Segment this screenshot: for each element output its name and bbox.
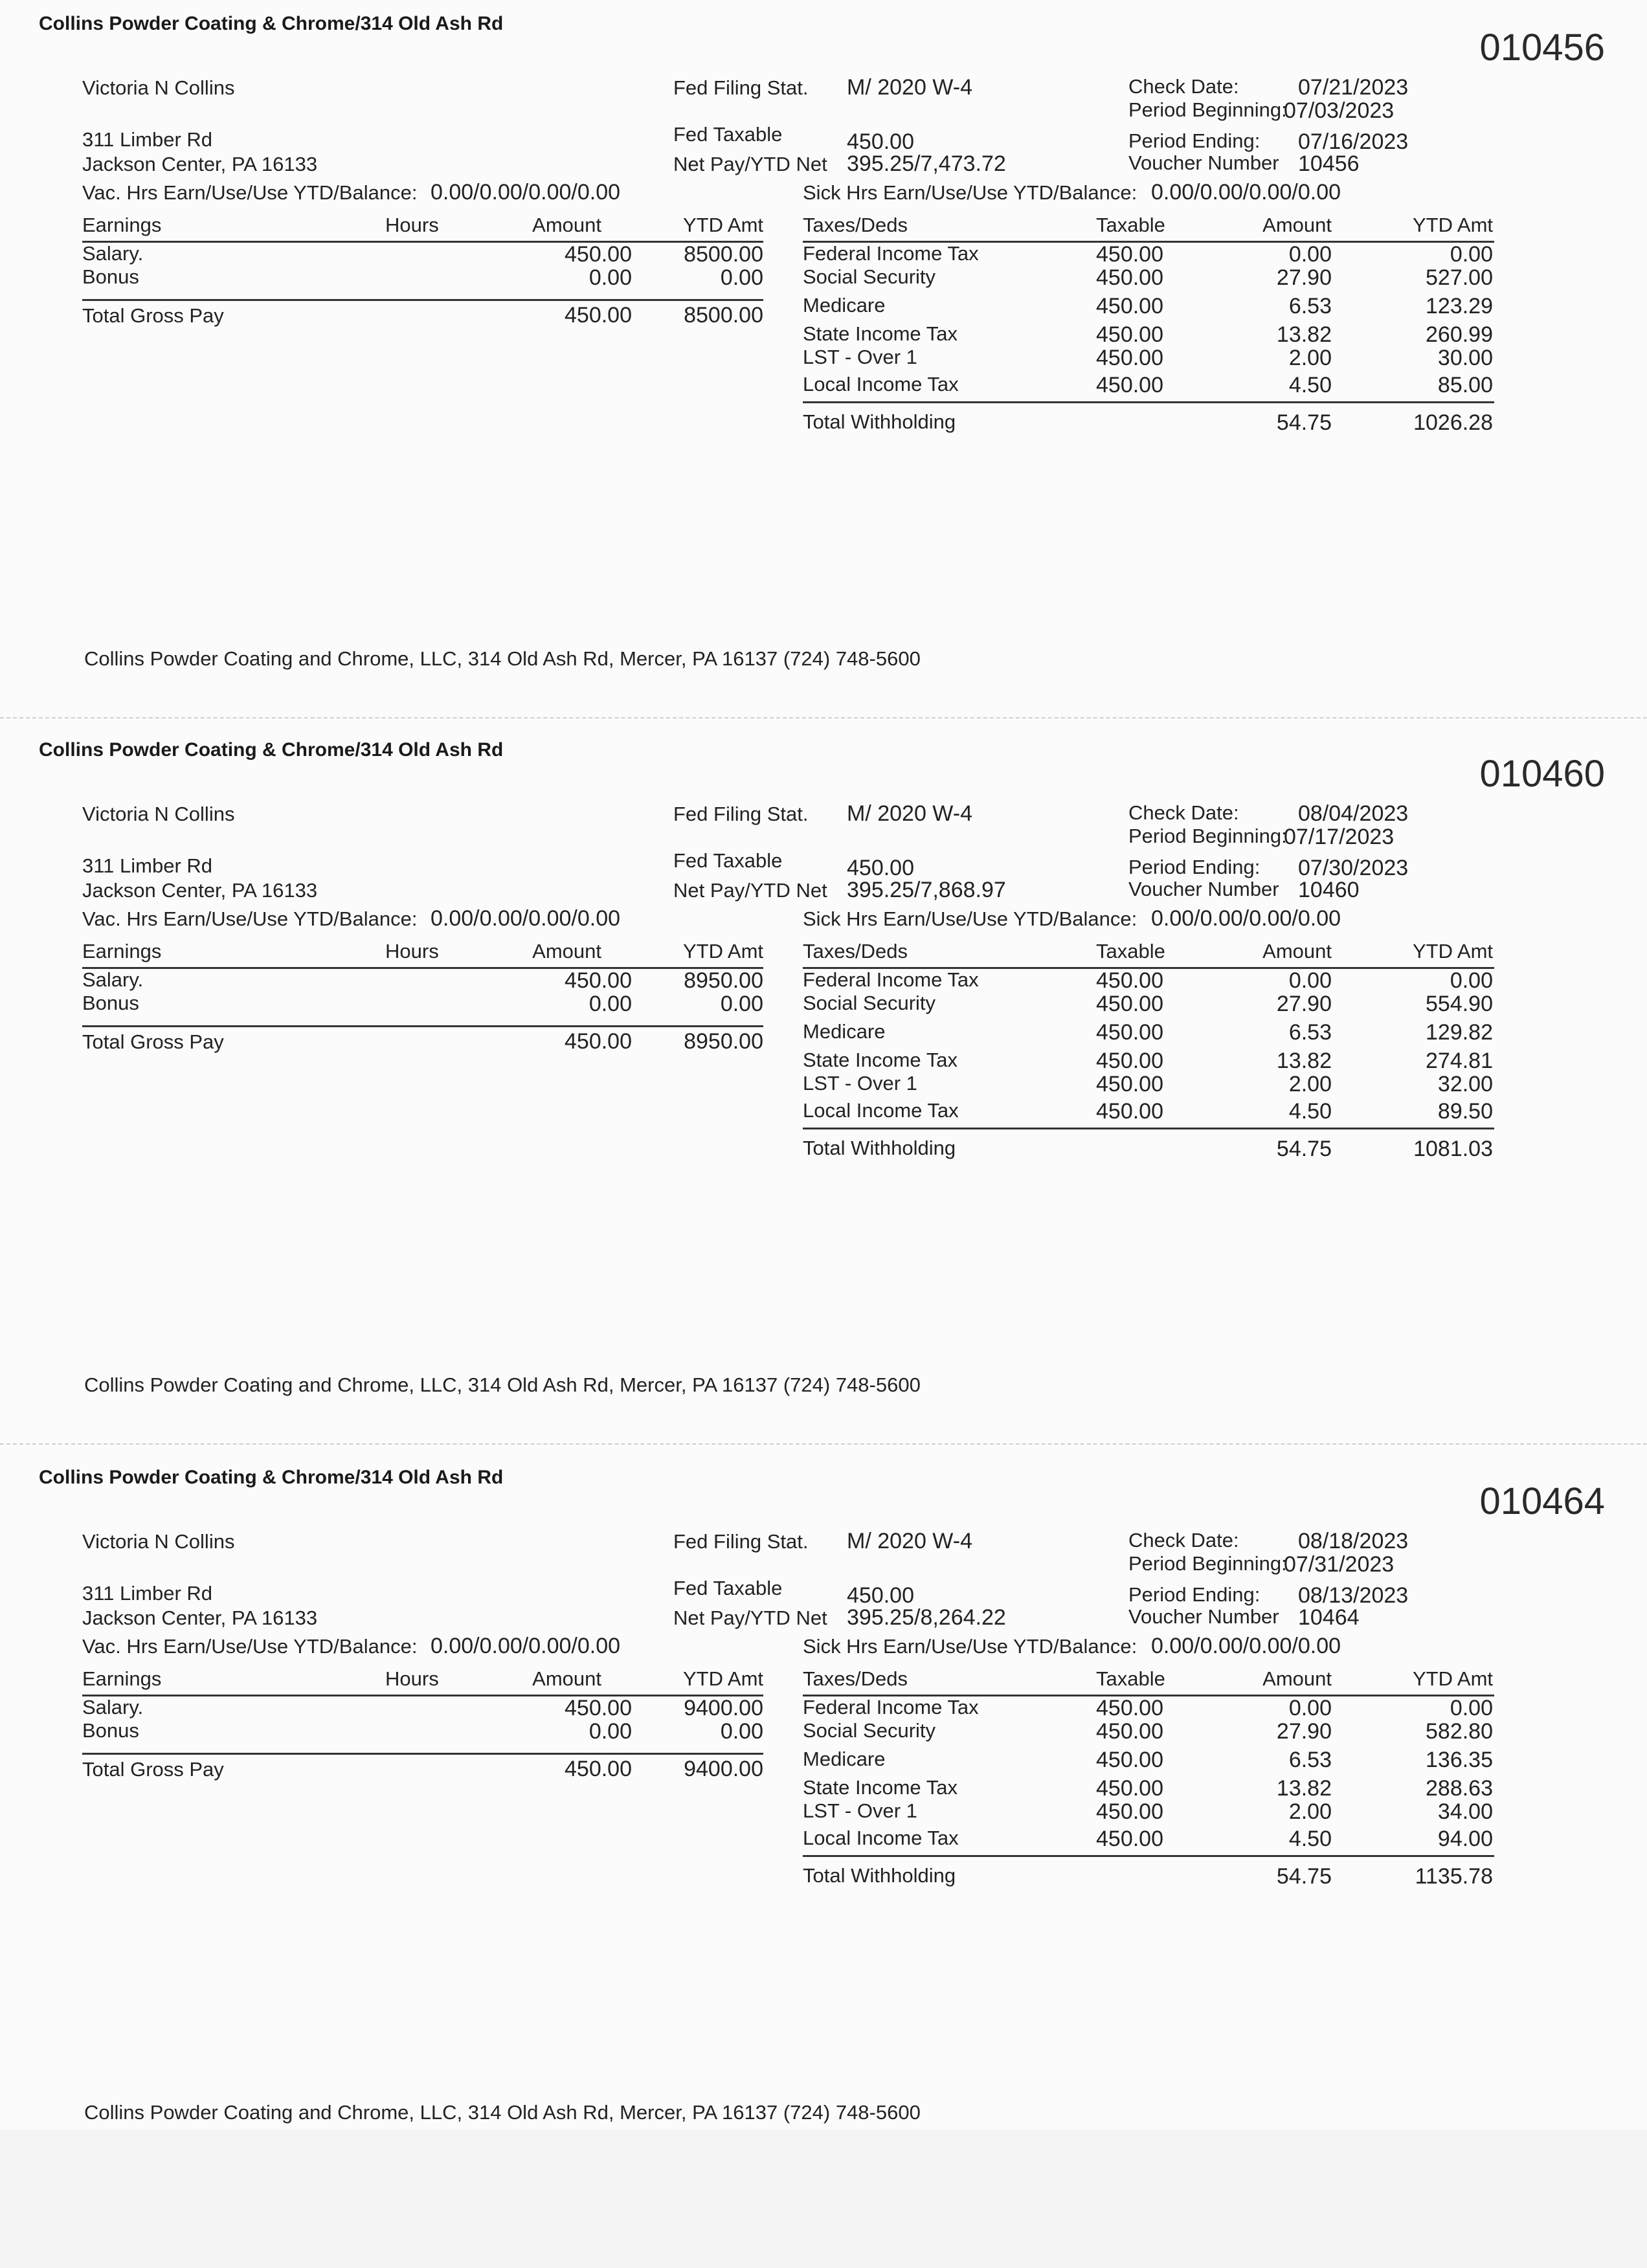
tax-name: LST - Over 1 [803,1072,917,1095]
voucher-number-label: Voucher Number [1128,1605,1279,1628]
period-beginning-value: 07/17/2023 [1284,825,1395,849]
tax-amount: 0.00 [1288,242,1332,267]
fed-taxable-value: 450.00 [847,1583,914,1608]
tax-amount: 13.82 [1276,322,1332,347]
fed-filing-value: M/ 2020 W-4 [847,75,973,100]
earnings-header: Earnings [82,1667,162,1690]
tax-name: LST - Over 1 [803,346,917,368]
period-ending-label: Period Ending: [1128,129,1260,152]
tax-name: Federal Income Tax [803,242,979,265]
net-pay-label: Net Pay/YTD Net [673,1606,827,1629]
tax-amount: 6.53 [1288,1748,1332,1772]
total-gross-pay-amount: 450.00 [565,303,632,328]
voucher-number-value: 10464 [1298,1605,1360,1630]
earnings-amount-header: Amount [532,214,601,236]
vacation-hours-label: Vac. Hrs Earn/Use/Use YTD/Balance: [82,1635,418,1658]
tax-taxable: 450.00 [1096,322,1163,347]
fed-filing-label: Fed Filing Stat. [673,76,809,99]
fed-filing-label: Fed Filing Stat. [673,1530,809,1553]
tax-name: Medicare [803,1748,886,1770]
earning-name: Bonus [82,992,139,1014]
earning-ytd: 0.00 [720,265,763,290]
check-date-label: Check Date: [1128,1529,1239,1551]
sick-hours-value: 0.00/0.00/0.00/0.00 [1151,1634,1341,1658]
tax-name: Medicare [803,1020,886,1043]
total-withholding-label: Total Withholding [803,1864,956,1887]
earnings-ytd-header: YTD Amt [682,940,763,962]
check-number: 010460 [1479,753,1605,795]
pay-stub [0,726,1647,1451]
tax-amount-header: Amount [1262,1667,1332,1690]
check-number: 010464 [1479,1480,1605,1522]
fed-filing-label: Fed Filing Stat. [673,803,809,825]
total-gross-pay-ytd: 8500.00 [684,303,763,328]
fed-taxable-label: Fed Taxable [673,123,783,146]
tax-taxable: 450.00 [1096,992,1163,1016]
employee-address-line2: Jackson Center, PA 16133 [82,153,318,175]
total-gross-pay-label: Total Gross Pay [82,304,224,327]
employee-address-line2: Jackson Center, PA 16133 [82,1606,318,1629]
vacation-hours-label: Vac. Hrs Earn/Use/Use YTD/Balance: [82,907,418,930]
earnings-header-rule [82,241,763,243]
tax-taxable: 450.00 [1096,294,1163,318]
period-beginning-label: Period Beginning: [1128,98,1287,121]
total-withholding-amount: 54.75 [1276,1137,1332,1161]
net-pay-value: 395.25/8,264.22 [847,1605,1006,1630]
sick-hours-label: Sick Hrs Earn/Use/Use YTD/Balance: [803,1635,1137,1658]
taxable-header: Taxable [1096,940,1165,962]
taxes-deds-header: Taxes/Deds [803,1667,908,1690]
pay-stub [0,0,1647,725]
earning-name: Salary. [82,968,144,991]
tax-amount: 4.50 [1288,1827,1332,1851]
hours-header: Hours [385,940,439,962]
tax-name: State Income Tax [803,1776,958,1799]
tax-name: Medicare [803,294,886,317]
fed-taxable-value: 450.00 [847,856,914,880]
tax-ytd: 123.29 [1426,294,1493,318]
taxes-deds-header: Taxes/Deds [803,214,908,236]
total-withholding-amount: 54.75 [1276,1864,1332,1889]
tax-amount-header: Amount [1262,214,1332,236]
earning-name: Salary. [82,242,144,265]
net-pay-value: 395.25/7,473.72 [847,151,1006,176]
sick-hours-label: Sick Hrs Earn/Use/Use YTD/Balance: [803,907,1137,930]
vacation-hours-label: Vac. Hrs Earn/Use/Use YTD/Balance: [82,181,418,204]
fed-filing-value: M/ 2020 W-4 [847,1529,973,1553]
period-ending-label: Period Ending: [1128,856,1260,878]
earnings-total-rule [82,1025,763,1027]
total-withholding-ytd: 1026.28 [1413,410,1493,435]
earning-name: Salary. [82,1696,144,1718]
total-gross-pay-amount: 450.00 [565,1029,632,1054]
total-gross-pay-amount: 450.00 [565,1757,632,1781]
tax-ytd-header: YTD Amt [1412,1667,1493,1690]
fed-taxable-label: Fed Taxable [673,849,783,872]
company-footer: Collins Powder Coating and Chrome, LLC, 314 Old Ash Rd, Mercer, PA 16137 (724) 748-5600 [84,2101,921,2124]
tax-ytd: 34.00 [1437,1799,1493,1824]
period-beginning-value: 07/31/2023 [1284,1552,1395,1577]
company-header: Collins Powder Coating & Chrome/314 Old Ash Rd [39,13,504,34]
employee-address-line2: Jackson Center, PA 16133 [82,879,318,902]
voucher-number-label: Voucher Number [1128,878,1279,900]
voucher-number-value: 10456 [1298,151,1360,176]
tax-ytd: 30.00 [1437,346,1493,370]
tax-ytd: 94.00 [1437,1827,1493,1851]
total-withholding-label: Total Withholding [803,1137,956,1159]
pay-stub [0,1454,1647,2179]
taxable-header: Taxable [1096,214,1165,236]
employee-address-line1: 311 Limber Rd [82,128,213,151]
tax-amount: 6.53 [1288,294,1332,318]
taxes-total-rule [803,1128,1494,1129]
earnings-header: Earnings [82,214,162,236]
tax-amount: 13.82 [1276,1049,1332,1073]
voucher-number-value: 10460 [1298,878,1360,902]
total-withholding-ytd: 1081.03 [1413,1137,1493,1161]
net-pay-label: Net Pay/YTD Net [673,879,827,902]
earnings-total-rule [82,299,763,301]
tax-taxable: 450.00 [1096,968,1163,993]
tax-amount: 4.50 [1288,373,1332,397]
perforation-line [0,1443,1647,1446]
earnings-ytd-header: YTD Amt [682,214,763,236]
tax-ytd: 0.00 [1450,242,1493,267]
fed-taxable-value: 450.00 [847,129,914,154]
earning-ytd: 8950.00 [684,968,763,993]
tax-taxable: 450.00 [1096,1049,1163,1073]
tax-name: Federal Income Tax [803,1696,979,1718]
tax-taxable: 450.00 [1096,242,1163,267]
taxes-total-rule [803,401,1494,403]
tax-amount: 2.00 [1288,346,1332,370]
earnings-header-rule [82,1695,763,1696]
earning-amount: 0.00 [588,265,632,290]
earnings-total-rule [82,1753,763,1755]
tax-ytd: 89.50 [1437,1099,1493,1124]
net-pay-label: Net Pay/YTD Net [673,153,827,175]
earning-ytd: 0.00 [720,1719,763,1744]
tax-taxable: 450.00 [1096,1776,1163,1801]
sick-hours-value: 0.00/0.00/0.00/0.00 [1151,906,1341,931]
tax-amount: 13.82 [1276,1776,1332,1801]
employee-address-line1: 311 Limber Rd [82,1582,213,1605]
tax-ytd: 32.00 [1437,1072,1493,1096]
period-beginning-label: Period Beginning: [1128,1552,1287,1575]
earning-amount: 450.00 [565,242,632,267]
earning-name: Bonus [82,1719,139,1742]
earning-ytd: 8500.00 [684,242,763,267]
period-beginning-label: Period Beginning: [1128,825,1287,847]
earning-amount: 0.00 [588,992,632,1016]
tax-name: Social Security [803,992,936,1014]
tax-amount: 2.00 [1288,1072,1332,1096]
tax-taxable: 450.00 [1096,1799,1163,1824]
employee-name: Victoria N Collins [82,803,235,825]
tax-ytd: 129.82 [1426,1020,1493,1045]
employee-address-line1: 311 Limber Rd [82,854,213,877]
total-withholding-label: Total Withholding [803,410,956,433]
voucher-number-label: Voucher Number [1128,151,1279,174]
tax-taxable: 450.00 [1096,1748,1163,1772]
tax-amount: 27.90 [1276,265,1332,290]
perforation-line [0,717,1647,720]
check-date-value: 08/04/2023 [1298,801,1409,826]
tax-taxable: 450.00 [1096,1099,1163,1124]
tax-name: Social Security [803,1719,936,1742]
tax-name: State Income Tax [803,1049,958,1071]
tax-ytd-header: YTD Amt [1412,940,1493,962]
vacation-hours-value: 0.00/0.00/0.00/0.00 [431,180,621,205]
earning-ytd: 0.00 [720,992,763,1016]
fed-filing-value: M/ 2020 W-4 [847,801,973,826]
tax-taxable: 450.00 [1096,1072,1163,1096]
tax-ytd: 554.90 [1426,992,1493,1016]
vacation-hours-value: 0.00/0.00/0.00/0.00 [431,906,621,931]
earnings-ytd-header: YTD Amt [682,1667,763,1690]
vacation-hours-value: 0.00/0.00/0.00/0.00 [431,1634,621,1658]
taxable-header: Taxable [1096,1667,1165,1690]
tax-taxable: 450.00 [1096,1020,1163,1045]
earnings-amount-header: Amount [532,940,601,962]
sick-hours-label: Sick Hrs Earn/Use/Use YTD/Balance: [803,181,1137,204]
tax-ytd: 274.81 [1426,1049,1493,1073]
tax-name: State Income Tax [803,322,958,345]
sick-hours-value: 0.00/0.00/0.00/0.00 [1151,180,1341,205]
tax-taxable: 450.00 [1096,1827,1163,1851]
hours-header: Hours [385,1667,439,1690]
check-date-label: Check Date: [1128,75,1239,98]
earning-amount: 450.00 [565,968,632,993]
earning-name: Bonus [82,265,139,288]
company-header: Collins Powder Coating & Chrome/314 Old Ash Rd [39,1467,504,1488]
tax-name: LST - Over 1 [803,1799,917,1822]
tax-name: Local Income Tax [803,1099,959,1122]
total-gross-pay-ytd: 8950.00 [684,1029,763,1054]
company-footer: Collins Powder Coating and Chrome, LLC, 314 Old Ash Rd, Mercer, PA 16137 (724) 748-5600 [84,647,921,670]
earning-amount: 0.00 [588,1719,632,1744]
earnings-header-rule [82,967,763,969]
tax-taxable: 450.00 [1096,1719,1163,1744]
tax-taxable: 450.00 [1096,265,1163,290]
tax-name: Local Income Tax [803,373,959,395]
period-ending-label: Period Ending: [1128,1583,1260,1606]
check-date-value: 08/18/2023 [1298,1529,1409,1553]
hours-header: Hours [385,214,439,236]
tax-amount: 4.50 [1288,1099,1332,1124]
earning-amount: 450.00 [565,1696,632,1720]
tax-taxable: 450.00 [1096,373,1163,397]
tax-name: Social Security [803,265,936,288]
total-withholding-ytd: 1135.78 [1415,1864,1493,1889]
tax-name: Federal Income Tax [803,968,979,991]
tax-amount: 0.00 [1288,1696,1332,1720]
fed-taxable-label: Fed Taxable [673,1577,783,1599]
tax-amount: 27.90 [1276,1719,1332,1744]
company-header: Collins Powder Coating & Chrome/314 Old Ash Rd [39,739,504,761]
total-gross-pay-label: Total Gross Pay [82,1030,224,1053]
period-ending-value: 07/30/2023 [1298,856,1409,880]
period-ending-value: 08/13/2023 [1298,1583,1409,1608]
period-ending-value: 07/16/2023 [1298,129,1409,154]
total-gross-pay-ytd: 9400.00 [684,1757,763,1781]
check-date-label: Check Date: [1128,801,1239,824]
employee-name: Victoria N Collins [82,1530,235,1553]
tax-amount: 27.90 [1276,992,1332,1016]
check-date-value: 07/21/2023 [1298,75,1409,100]
check-number: 010456 [1479,27,1605,69]
tax-ytd: 582.80 [1426,1719,1493,1744]
total-withholding-amount: 54.75 [1276,410,1332,435]
tax-ytd: 0.00 [1450,1696,1493,1720]
tax-ytd-header: YTD Amt [1412,214,1493,236]
earnings-amount-header: Amount [532,1667,601,1690]
tax-ytd: 85.00 [1437,373,1493,397]
employee-name: Victoria N Collins [82,76,235,99]
earning-ytd: 9400.00 [684,1696,763,1720]
tax-ytd: 288.63 [1426,1776,1493,1801]
period-beginning-value: 07/03/2023 [1284,98,1395,123]
total-gross-pay-label: Total Gross Pay [82,1758,224,1781]
taxes-total-rule [803,1855,1494,1857]
tax-amount: 6.53 [1288,1020,1332,1045]
tax-name: Local Income Tax [803,1827,959,1849]
tax-ytd: 260.99 [1426,322,1493,347]
company-footer: Collins Powder Coating and Chrome, LLC, 314 Old Ash Rd, Mercer, PA 16137 (724) 748-5600 [84,1373,921,1396]
tax-ytd: 136.35 [1426,1748,1493,1772]
earnings-header: Earnings [82,940,162,962]
tax-amount: 2.00 [1288,1799,1332,1824]
tax-taxable: 450.00 [1096,1696,1163,1720]
tax-amount: 0.00 [1288,968,1332,993]
tax-amount-header: Amount [1262,940,1332,962]
tax-taxable: 450.00 [1096,346,1163,370]
taxes-deds-header: Taxes/Deds [803,940,908,962]
tax-ytd: 0.00 [1450,968,1493,993]
net-pay-value: 395.25/7,868.97 [847,878,1006,902]
tax-ytd: 527.00 [1426,265,1493,290]
